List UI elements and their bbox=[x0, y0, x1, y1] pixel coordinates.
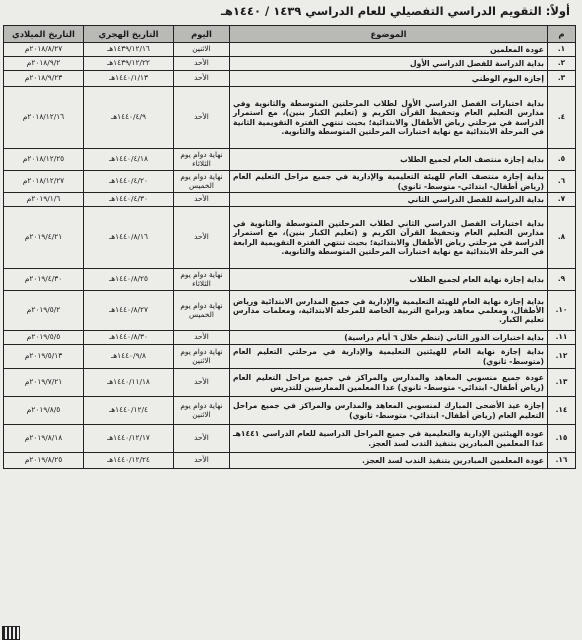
row-topic: بداية اختبارات الدور الثاني (تنظم خلال ٦ أيام دراسية) bbox=[230, 331, 548, 345]
table-header-row bbox=[4, 26, 576, 43]
row-day: نهاية دوام يوم الثلاثاء bbox=[174, 149, 230, 171]
row-hijri-date: ١٤٤٠/٤/٢٠هـ bbox=[84, 171, 174, 193]
row-topic: بداية إجازة نهاية العام للهيئة التعليمية والإدارية في جميع المدارس الابتدائية ورياض الأطفال، ومعلمي معاهد وبرامج التربية الخاصة للمرحلة الابتدائية، ومعلمات مدارس تعليم الكبار. bbox=[230, 291, 548, 331]
table-row bbox=[4, 397, 576, 425]
row-hijri-date: ١٤٤٠/٨/٢٧هـ bbox=[84, 291, 174, 331]
table-row bbox=[4, 149, 576, 171]
qr-code-icon bbox=[2, 626, 20, 640]
row-gregorian-date: ٢٠١٨/١٢/٢٥م bbox=[4, 149, 84, 171]
row-day: الأحد bbox=[174, 71, 230, 87]
row-gregorian-date: ٢٠١٨/٨/٢٧م bbox=[4, 43, 84, 57]
row-gregorian-date: ٢٠١٨/٩/٢٣م bbox=[4, 71, 84, 87]
row-hijri-date: ١٤٤٠/١٢/١٧هـ bbox=[84, 425, 174, 453]
row-hijri-date: ١٤٤٠/٨/٢٥هـ bbox=[84, 269, 174, 291]
table-row bbox=[4, 71, 576, 87]
row-gregorian-date: ٢٠١٩/٤/٢١م bbox=[4, 207, 84, 269]
row-number: ١١. bbox=[548, 331, 576, 345]
row-day: نهاية دوام يوم الثلاثاء bbox=[174, 269, 230, 291]
row-number: ٤. bbox=[548, 87, 576, 149]
row-gregorian-date: ٢٠١٨/٩/٢م bbox=[4, 57, 84, 71]
row-day: الأحد bbox=[174, 331, 230, 345]
row-number: ٩. bbox=[548, 269, 576, 291]
table-row bbox=[4, 345, 576, 369]
row-day: الأحد bbox=[174, 453, 230, 469]
header-day: اليوم bbox=[174, 26, 230, 43]
table-row bbox=[4, 369, 576, 397]
row-hijri-date: ١٤٤٠/١١/١٨هـ bbox=[84, 369, 174, 397]
row-number: ٦. bbox=[548, 171, 576, 193]
row-number: ١٥. bbox=[548, 425, 576, 453]
row-number: ١٦. bbox=[548, 453, 576, 469]
row-hijri-date: ١٤٤٠/٩/٨هـ bbox=[84, 345, 174, 369]
row-hijri-date: ١٤٤٠/١/١٣هـ bbox=[84, 71, 174, 87]
row-gregorian-date: ٢٠١٩/١/٦م bbox=[4, 193, 84, 207]
row-day: الأحد bbox=[174, 369, 230, 397]
header-topic: الموضوع bbox=[230, 26, 548, 43]
row-number: ١٣. bbox=[548, 369, 576, 397]
row-day: نهاية دوام يوم الاثنين bbox=[174, 397, 230, 425]
row-number: ٨. bbox=[548, 207, 576, 269]
row-number: ٥. bbox=[548, 149, 576, 171]
row-hijri-date: ١٤٤٠/٤/١٨هـ bbox=[84, 149, 174, 171]
row-hijri-date: ١٤٤٠/٤/٣٠هـ bbox=[84, 193, 174, 207]
row-topic: بداية اختبارات الفصل الدراسي الثاني لطلاب المرحلتين المتوسطة والثانوية في مدارس التعليم العام وتحفيظ القرآن الكريم و (تعليم الكبار بنين)، مع استمرار الدراسة في مرحلتي رياض الأطفال والابتدائية؛ بحيث تنتهي الفترة التقويمية الرابعة في المرحلة الابتدائية مع نهاية اختبارات المرحلتين المتوسطة والثانوية. bbox=[230, 207, 548, 269]
row-day: الأحد bbox=[174, 193, 230, 207]
row-day: الأحد bbox=[174, 87, 230, 149]
row-day: الأحد bbox=[174, 57, 230, 71]
row-gregorian-date: ٢٠١٩/٧/٢١م bbox=[4, 369, 84, 397]
school-calendar-table bbox=[3, 25, 576, 469]
row-hijri-date: ١٤٤٠/٨/١٦هـ bbox=[84, 207, 174, 269]
row-gregorian-date: ٢٠١٩/٨/٢٥م bbox=[4, 453, 84, 469]
row-topic: إجازة عيد الأضحى المبارك لمنسوبي المعاهد والمدارس والمراكز في جميع مراحل التعليم العام (رياض أطفال- ابتدائي- متوسط- ثانوي) bbox=[230, 397, 548, 425]
row-gregorian-date: ٢٠١٩/٨/٥م bbox=[4, 397, 84, 425]
row-gregorian-date: ٢٠١٩/٨/١٨م bbox=[4, 425, 84, 453]
table-row bbox=[4, 425, 576, 453]
row-number: ١٤. bbox=[548, 397, 576, 425]
header-greg: التاريخ الميلادي bbox=[4, 26, 84, 43]
row-gregorian-date: ٢٠١٩/٥/١٣م bbox=[4, 345, 84, 369]
row-topic: عودة المعلمين bbox=[230, 43, 548, 57]
row-gregorian-date: ٢٠١٩/٥/٢م bbox=[4, 291, 84, 331]
row-number: ١٢. bbox=[548, 345, 576, 369]
table-row bbox=[4, 269, 576, 291]
row-topic: بداية اختبارات الفصل الدراسي الأول لطلاب المرحلتين المتوسطة والثانوية وفي مدارس التعليم العام وتحفيظ القرآن الكريم و (تعليم الكبار بنين)، مع استمرار الدراسة في مرحلتي رياض الأطفال والابتدائية؛ بحيث تنتهي الفترة التقويمية الثانية في المرحلة الابتدائية مع نهاية اختبارات المرحلتين المتوسطة والثانوية. bbox=[230, 87, 548, 149]
table-row bbox=[4, 453, 576, 469]
table-row bbox=[4, 43, 576, 57]
row-hijri-date: ١٤٤٠/١٢/٢٤هـ bbox=[84, 453, 174, 469]
row-number: ٧. bbox=[548, 193, 576, 207]
row-hijri-date: ١٤٤٠/٤/٩هـ bbox=[84, 87, 174, 149]
row-number: ١٠. bbox=[548, 291, 576, 331]
row-day: الاثنين bbox=[174, 43, 230, 57]
row-gregorian-date: ٢٠١٨/١٢/٢٧م bbox=[4, 171, 84, 193]
row-day: نهاية دوام يوم الاثنين bbox=[174, 345, 230, 369]
row-day: نهاية دوام يوم الخميس bbox=[174, 291, 230, 331]
row-topic: بداية الدراسة للفصل الدراسي الأول bbox=[230, 57, 548, 71]
row-topic: عودة المعلمين المبادرين بتنفيذ الندب لسد العجز. bbox=[230, 453, 548, 469]
row-topic: عودة الهيئتين الإدارية والتعليمية في جميع المراحل الدراسية للعام الدراسي ١٤٤١هـ عدا المعلمين المبادرين بتنفيذ التدب لسد العجز. bbox=[230, 425, 548, 453]
row-topic: بداية إجازة منتصف العام لجميع الطلاب bbox=[230, 149, 548, 171]
row-topic: بداية الدراسة للفصل الدراسي الثاني bbox=[230, 193, 548, 207]
row-number: ١. bbox=[548, 43, 576, 57]
header-hijri: التاريخ الهجري bbox=[84, 26, 174, 43]
row-day: الأحد bbox=[174, 207, 230, 269]
page-title: أولاً: التقويم الدراسي التفصيلي للعام الدراسي ١٤٣٩ / ١٤٤٠هـ bbox=[221, 4, 570, 18]
row-hijri-date: ١٤٤٠/١٢/٤هـ bbox=[84, 397, 174, 425]
table-row bbox=[4, 331, 576, 345]
table-row bbox=[4, 171, 576, 193]
row-gregorian-date: ٢٠١٩/٤/٣٠م bbox=[4, 269, 84, 291]
header-num: م bbox=[548, 26, 576, 43]
row-number: ٢. bbox=[548, 57, 576, 71]
table-row bbox=[4, 87, 576, 149]
row-hijri-date: ١٤٣٩/١٢/٢٢هـ bbox=[84, 57, 174, 71]
table-row bbox=[4, 291, 576, 331]
row-day: نهاية دوام يوم الخميس bbox=[174, 171, 230, 193]
row-number: ٣. bbox=[548, 71, 576, 87]
row-day: الأحد bbox=[174, 425, 230, 453]
row-topic: بداية إجازة نهاية العام لجميع الطلاب bbox=[230, 269, 548, 291]
row-gregorian-date: ٢٠١٩/٥/٥م bbox=[4, 331, 84, 345]
row-topic: إجازة اليوم الوطني bbox=[230, 71, 548, 87]
table-row bbox=[4, 193, 576, 207]
row-topic: عودة جميع منسوبي المعاهد والمدارس والمراكز في جميع مراحل التعليم العام (رياض أطفال- ابتدائي- متوسط- ثانوي) عدا المعلمين الممارسين للتدريس bbox=[230, 369, 548, 397]
row-hijri-date: ١٤٣٩/١٢/١٦هـ bbox=[84, 43, 174, 57]
table-row bbox=[4, 207, 576, 269]
table-row bbox=[4, 57, 576, 71]
row-topic: بداية إجازة نهاية العام للهيئتين التعليمية والإدارية في مرحلتي التعليم العام (متوسط- ثانوي) bbox=[230, 345, 548, 369]
row-hijri-date: ١٤٤٠/٨/٣٠هـ bbox=[84, 331, 174, 345]
row-gregorian-date: ٢٠١٨/١٢/١٦م bbox=[4, 87, 84, 149]
row-topic: بداية إجازة منتصف العام للهيئة التعليمية والإدارية في جميع مراحل التعليم العام (رياض أطفال- ابتدائي- متوسط- ثانوي) bbox=[230, 171, 548, 193]
